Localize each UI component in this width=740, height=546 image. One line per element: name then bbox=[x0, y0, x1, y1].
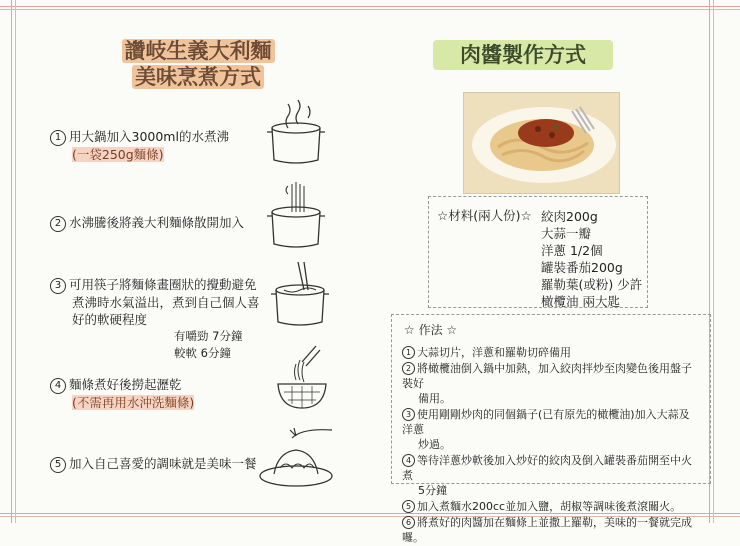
step-1-sub: (一袋250g麵條) bbox=[72, 147, 164, 162]
border-top bbox=[0, 6, 740, 7]
step-1 bbox=[50, 128, 229, 163]
ingredients-label: ☆材料(兩人份)☆ bbox=[437, 208, 532, 223]
step-4-number: 4 bbox=[50, 378, 66, 394]
step-2-text: 水沸騰後將義大利麵條散開加入 bbox=[69, 215, 245, 230]
method-step-4: 4 等待洋蔥炒軟後加入炒好的絞肉及倒入罐裝番茄開至中火煮 5分鐘 bbox=[402, 454, 692, 497]
border-right-inner bbox=[713, 0, 714, 523]
ingredient-item: 絞肉200g bbox=[541, 209, 598, 224]
ingredient-item: 橄欖油 兩大匙 bbox=[541, 294, 620, 309]
step-3-time-soft: 較軟 6分鐘 bbox=[174, 346, 231, 360]
step-3-text-line3: 好的軟硬程度 bbox=[72, 312, 148, 327]
step-5 bbox=[50, 455, 257, 473]
ingredients-box bbox=[428, 196, 648, 308]
cooking-title-line1: 讚岐生義大利麵 bbox=[122, 39, 275, 63]
step-2 bbox=[50, 214, 244, 232]
step-4-sub: (不需再用水沖洗麵條) bbox=[72, 395, 195, 410]
step-1-number: 1 bbox=[50, 130, 66, 146]
pasta-photo-image bbox=[464, 93, 619, 193]
step-5-text: 加入自己喜愛的調味就是美味一餐 bbox=[69, 456, 257, 471]
cooking-title-line2: 美味烹煮方式 bbox=[132, 65, 264, 89]
ingredient-item: 罐裝番茄200g bbox=[541, 260, 623, 275]
ingredients-list bbox=[541, 208, 642, 310]
method-list bbox=[402, 345, 700, 546]
pot-noodles-icon bbox=[266, 180, 328, 252]
border-top-inner bbox=[0, 9, 740, 10]
plated-pasta-icon bbox=[256, 424, 336, 490]
method-step-6: 6 將煮好的肉醬加在麵條上並撒上羅勒，美味的一餐就完成囉。 bbox=[402, 516, 692, 544]
method-title: ☆ 作法 ☆ bbox=[404, 323, 458, 337]
method-step-2: 2 將橄欖油倒入鍋中加熱，加入絞肉拌炒至肉變色後用盤子裝好 備用。 bbox=[402, 362, 692, 405]
step-2-number: 2 bbox=[50, 216, 66, 232]
step-3 bbox=[50, 276, 260, 362]
pot-stirring-icon bbox=[270, 260, 332, 332]
step-3-time-firm: 有嚼勁 7分鐘 bbox=[174, 329, 243, 343]
pot-boiling-icon bbox=[266, 98, 328, 170]
step-3-text-line2: 煮沸時水氣溢出，煮到自己個人喜 bbox=[72, 295, 260, 310]
method-step-1: 1 大蒜切片，洋蔥和羅勒切碎備用 bbox=[402, 345, 700, 360]
sauce-title: 肉醬製作方式 bbox=[433, 40, 613, 70]
method-step-5: 5 加入煮麵水200cc並加入鹽，胡椒等調味後煮滾關火。 bbox=[402, 499, 700, 514]
method-step-3: 3 使用剛剛炒肉的同個鍋子(已有原先的橄欖油)加入大蒜及洋蔥 炒過。 bbox=[402, 408, 690, 451]
step-5-number: 5 bbox=[50, 457, 66, 473]
step-1-text: 用大鍋加入3000ml的水煮沸 bbox=[69, 129, 229, 144]
method-box bbox=[391, 314, 711, 544]
border-left bbox=[11, 0, 12, 523]
colander-icon bbox=[272, 342, 332, 414]
cooking-title bbox=[98, 38, 298, 90]
border-left-inner bbox=[15, 0, 16, 523]
pasta-photo bbox=[463, 92, 620, 194]
step-4 bbox=[50, 376, 194, 411]
ingredient-item: 洋蔥 1/2個 bbox=[541, 243, 603, 258]
ingredient-item: 羅勒葉(或粉) 少許 bbox=[541, 277, 643, 292]
step-4-text: 麵條煮好後撈起瀝乾 bbox=[69, 377, 182, 392]
ingredient-item: 大蒜一瓣 bbox=[541, 226, 592, 241]
step-3-number: 3 bbox=[50, 278, 66, 294]
step-3-text: 可用筷子將麵條畫圈狀的攪動避免 bbox=[69, 277, 257, 292]
